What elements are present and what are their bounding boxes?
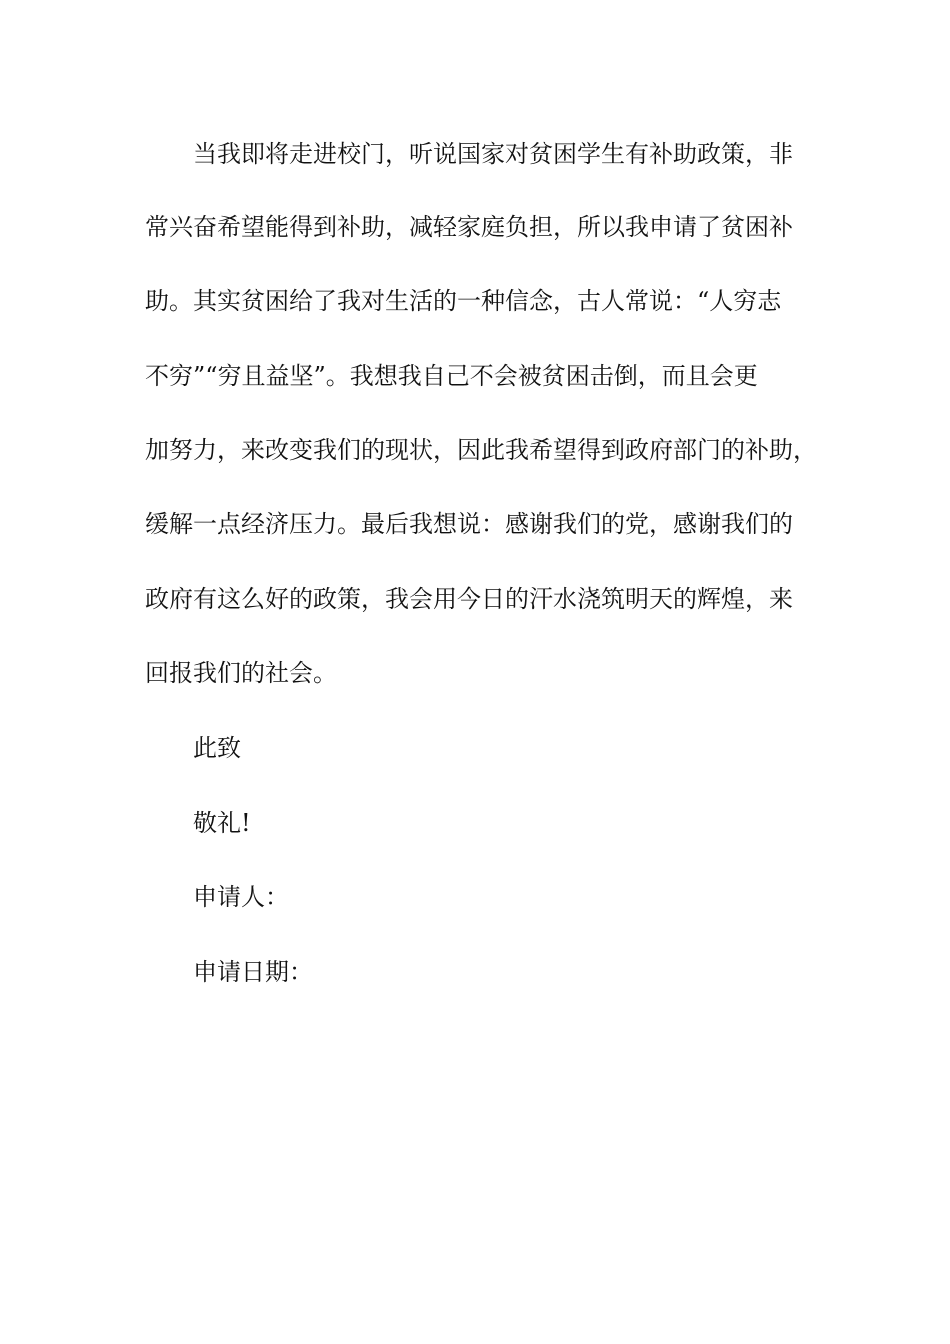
closing-salutation: 此致 (193, 734, 241, 762)
paragraph-line: 常兴奋希望能得到补助，减轻家庭负担，所以我申请了贫困补 (145, 213, 793, 241)
paragraph-line: 当我即将走进校门，听说国家对贫困学生有补助政策，非 (193, 140, 793, 168)
paragraph-line: 助。其实贫困给了我对生活的一种信念，古人常说：“人穷志 (145, 287, 782, 315)
date-label: 申请日期： (193, 958, 313, 986)
paragraph-line: 不穷”“穷且益坚”。我想我自己不会被贫困击倒，而且会更 (145, 362, 758, 390)
paragraph-line: 回报我们的社会。 (145, 659, 337, 687)
paragraph-line: 政府有这么好的政策，我会用今日的汗水浇筑明天的辉煌，来 (145, 585, 793, 613)
paragraph-line: 缓解一点经济压力。最后我想说：感谢我们的党，感谢我们的 (145, 510, 793, 538)
paragraph-line: 加努力，来改变我们的现状，因此我希望得到政府部门的补助， (145, 436, 817, 464)
closing-regards: 敬礼! (193, 809, 251, 837)
applicant-label: 申请人： (193, 883, 289, 911)
